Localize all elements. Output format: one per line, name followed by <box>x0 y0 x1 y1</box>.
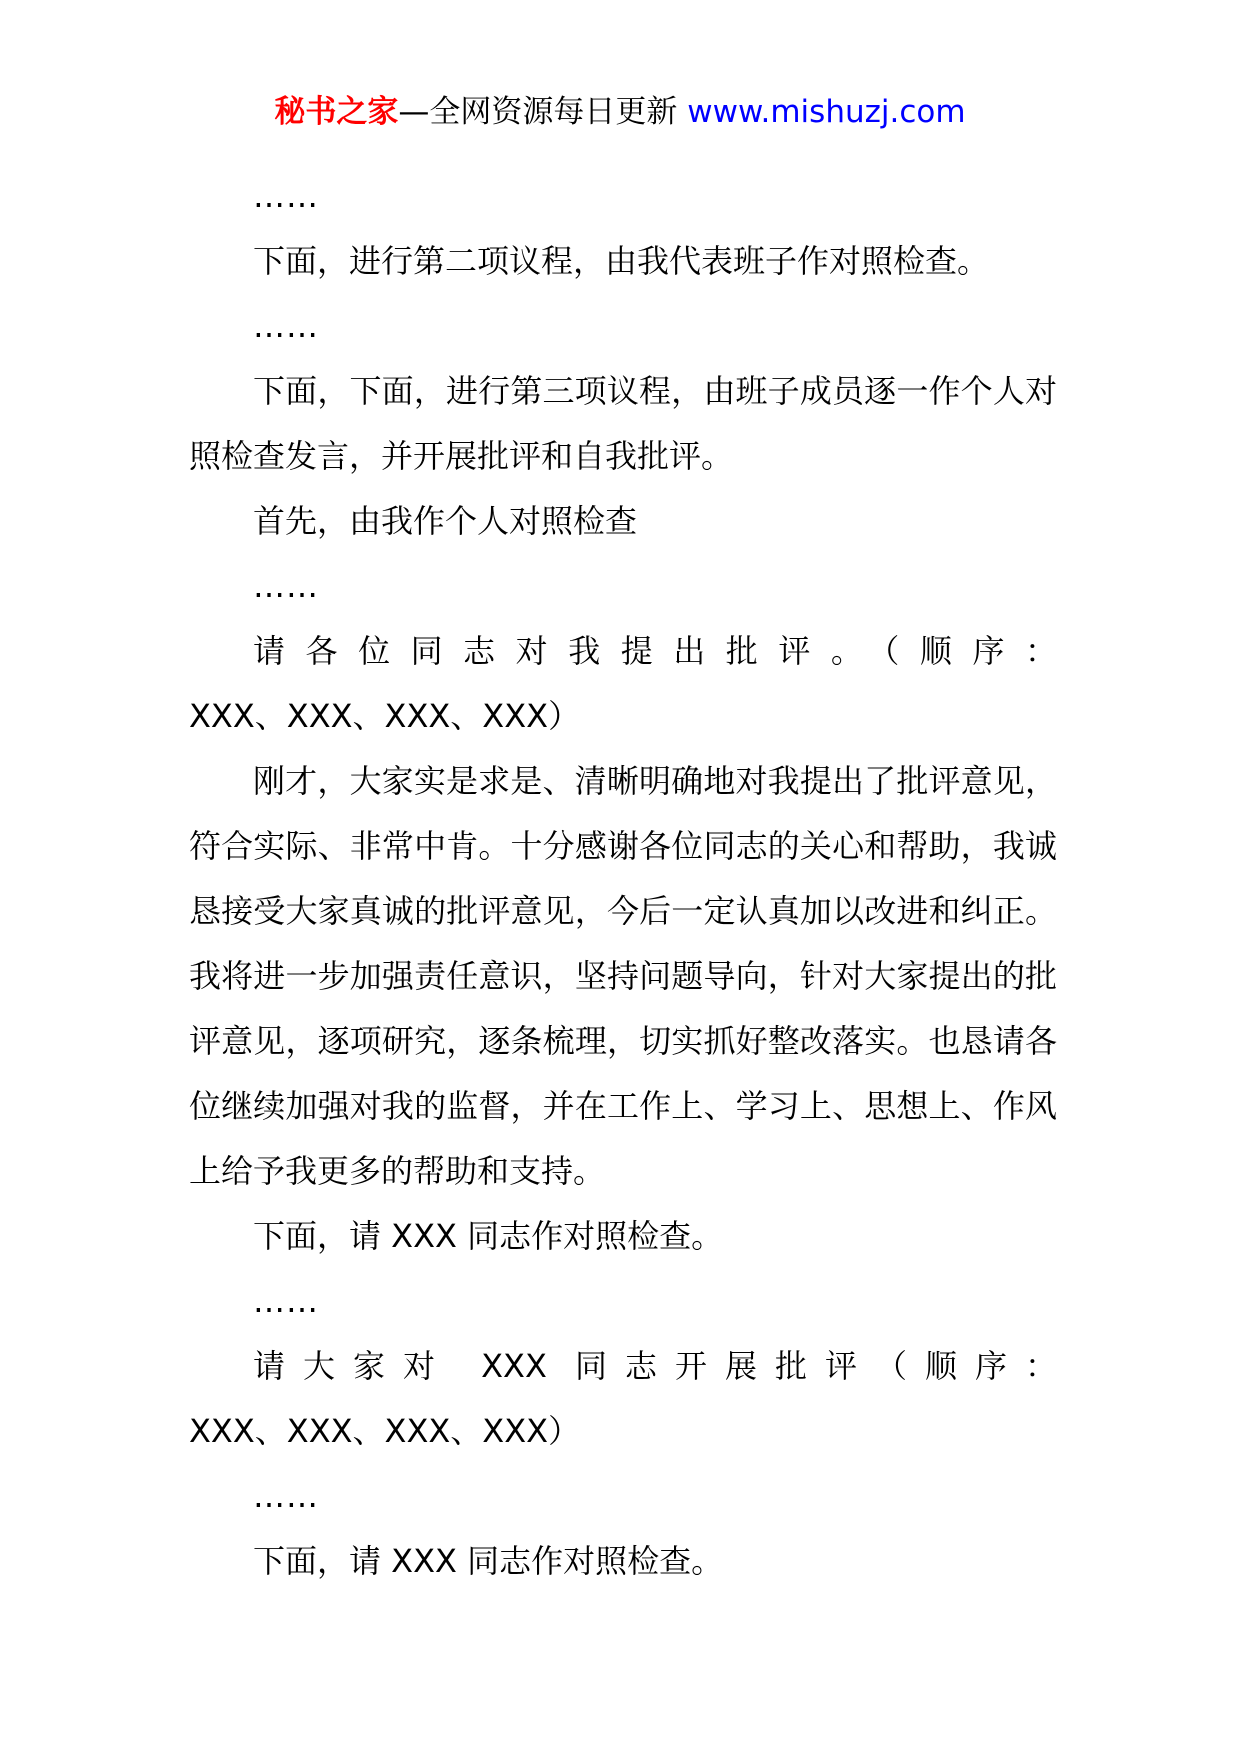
paragraph-group-criticism <box>189 1334 1057 1464</box>
paragraph-request-criticism <box>189 619 1057 749</box>
paragraph-response: 刚才，大家实是求是、清晰明确地对我提出了批评意见，符合实际、非常中肯。十分感谢各位同志的关心和帮助，我诚恳接受大家真诚的批评意见，今后一定认真加以改进和纠正。我将进一步加强责任意识，坚持问题导向，针对大家提出的批评意见，逐项研究，逐条梳理，切实抓好整改落实。也恳请各位继续加强对我的监督，并在工作上、学习上、思想上、作风上给予我更多的帮助和支持。 <box>189 762 1057 1190</box>
paragraph-ellipsis: …… <box>253 307 319 345</box>
group-criticism-line: 请大家对 XXX 同志开展批评（顺序： <box>253 1347 1057 1385</box>
paragraph-ellipsis: …… <box>253 567 319 605</box>
paragraph-next-check: 下面，请 XXX 同志作对照检查。 <box>253 1217 724 1255</box>
request-criticism-line: 请各位同志对我提出批评。（顺序： <box>253 632 1057 670</box>
paragraph-third-agenda: 下面，下面，进行第三项议程，由班子成员逐一作个人对照检查发言，并开展批评和自我批评。 <box>189 372 1057 475</box>
paragraph-ellipsis: …… <box>253 177 319 215</box>
page-header <box>0 92 1240 132</box>
header-slogan: —全网资源每日更新 <box>398 94 688 130</box>
request-criticism-order: XXX、XXX、XXX、XXX） <box>189 697 581 735</box>
group-criticism-order: XXX、XXX、XXX、XXX） <box>189 1412 581 1450</box>
brand-name: 秘书之家 <box>274 94 399 130</box>
paragraph-ellipsis: …… <box>253 1477 319 1515</box>
header-url[interactable]: www.mishuzj.com <box>687 94 966 130</box>
paragraph-next-check-2: 下面，请 XXX 同志作对照检查。 <box>253 1542 724 1580</box>
paragraph-second-agenda: 下面，进行第二项议程，由我代表班子作对照检查。 <box>253 242 990 280</box>
paragraph-self-check: 首先，由我作个人对照检查 <box>253 502 638 540</box>
document-body <box>189 164 1057 1594</box>
paragraph-ellipsis: …… <box>253 1282 319 1320</box>
